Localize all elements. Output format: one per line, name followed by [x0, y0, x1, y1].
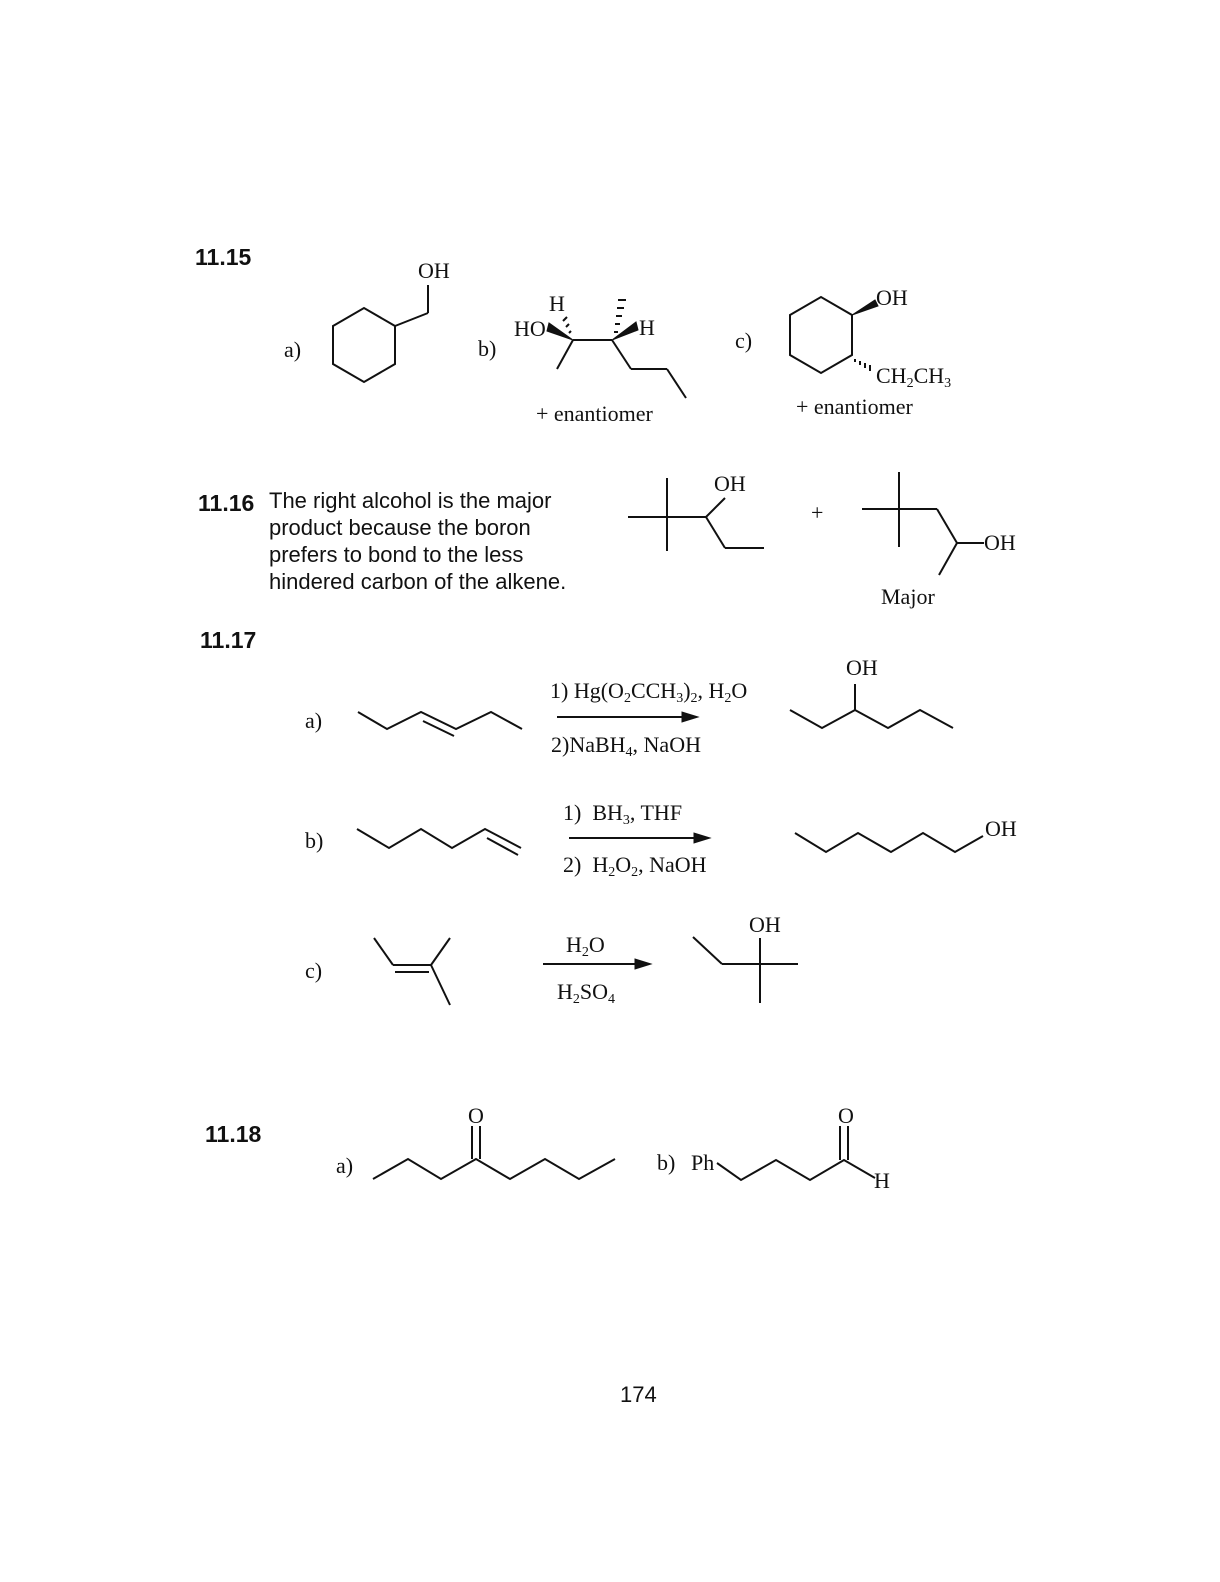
reagent-acid: $H_2SO_4$: [557, 979, 616, 1007]
plus-sign: +: [811, 500, 824, 525]
phenyl-label: Ph: [691, 1150, 715, 1175]
tertiary-alcohol-structure: [693, 937, 798, 1003]
ethyl-group-label: $CH_2CH_3$: [876, 363, 952, 391]
hydroxyl-label: OH: [714, 471, 746, 496]
explanation-text: The right alcohol is the major product because the boron prefers to bond to the less hindered carbon of the alkene.: [269, 488, 567, 594]
hydroxyl-label: HO: [514, 316, 546, 341]
reagent-step-1: 1) $Hg(O_2CCH_3)_2$, $H_2O$: [550, 678, 748, 706]
hydrogen-label: H: [639, 315, 655, 340]
reagent-step-1: 1) $BH_3$, THF: [563, 800, 683, 828]
part-b-label: b): [478, 336, 497, 361]
problem-number-11-18: 11.18: [205, 1121, 262, 1147]
cyclohexylmethanol-structure: [333, 285, 428, 382]
hexan-3-ol-structure: [790, 684, 953, 728]
part-a-label: a): [305, 708, 323, 733]
major-alcohol-structure: [862, 472, 984, 575]
hydroxyl-label: OH: [749, 912, 781, 937]
ketone-structure: [373, 1126, 615, 1179]
part-c-label: c): [305, 958, 323, 983]
reagent-step-2: 2) $H_2O_2$, NaOH: [563, 852, 707, 880]
reagent-step-2: 2)NaBH$_4$, NaOH: [551, 732, 701, 760]
methylbutene-structure: [374, 938, 450, 1005]
enantiomer-note: + enantiomer: [796, 394, 913, 419]
hexene-structure: [358, 712, 522, 736]
oxygen-label: O: [838, 1103, 854, 1128]
part-a-label: a): [336, 1153, 354, 1178]
part-b-label: b): [657, 1150, 676, 1175]
reagent-water: $H_2O$: [566, 932, 605, 960]
hydroxyl-label: OH: [876, 285, 908, 310]
hydroxyl-label: OH: [985, 816, 1017, 841]
hydrogen-label: H: [874, 1168, 890, 1193]
stereo-alcohol-structure: [547, 300, 686, 398]
problem-number-11-15: 11.15: [195, 244, 252, 270]
terminal-alkene-structure: [357, 829, 521, 855]
enantiomer-note: + enantiomer: [536, 401, 653, 426]
part-b-label: b): [305, 828, 324, 853]
page-number: 174: [620, 1382, 657, 1407]
major-label: Major: [881, 584, 935, 609]
oxygen-label: O: [468, 1103, 484, 1128]
hydrogen-label: H: [549, 291, 565, 316]
hexan-1-ol-structure: [795, 833, 983, 852]
hydroxyl-label: OH: [418, 258, 450, 283]
aldehyde-structure: [717, 1126, 875, 1180]
part-a-label: a): [284, 337, 302, 362]
problem-number-11-16: 11.16: [198, 490, 255, 516]
part-c-label: c): [735, 328, 753, 353]
hydroxyl-label: OH: [846, 655, 878, 680]
ethylcyclohexanol-structure: [790, 297, 878, 373]
problem-number-11-17: 11.17: [200, 627, 257, 653]
hydroxyl-label: OH: [984, 530, 1016, 555]
